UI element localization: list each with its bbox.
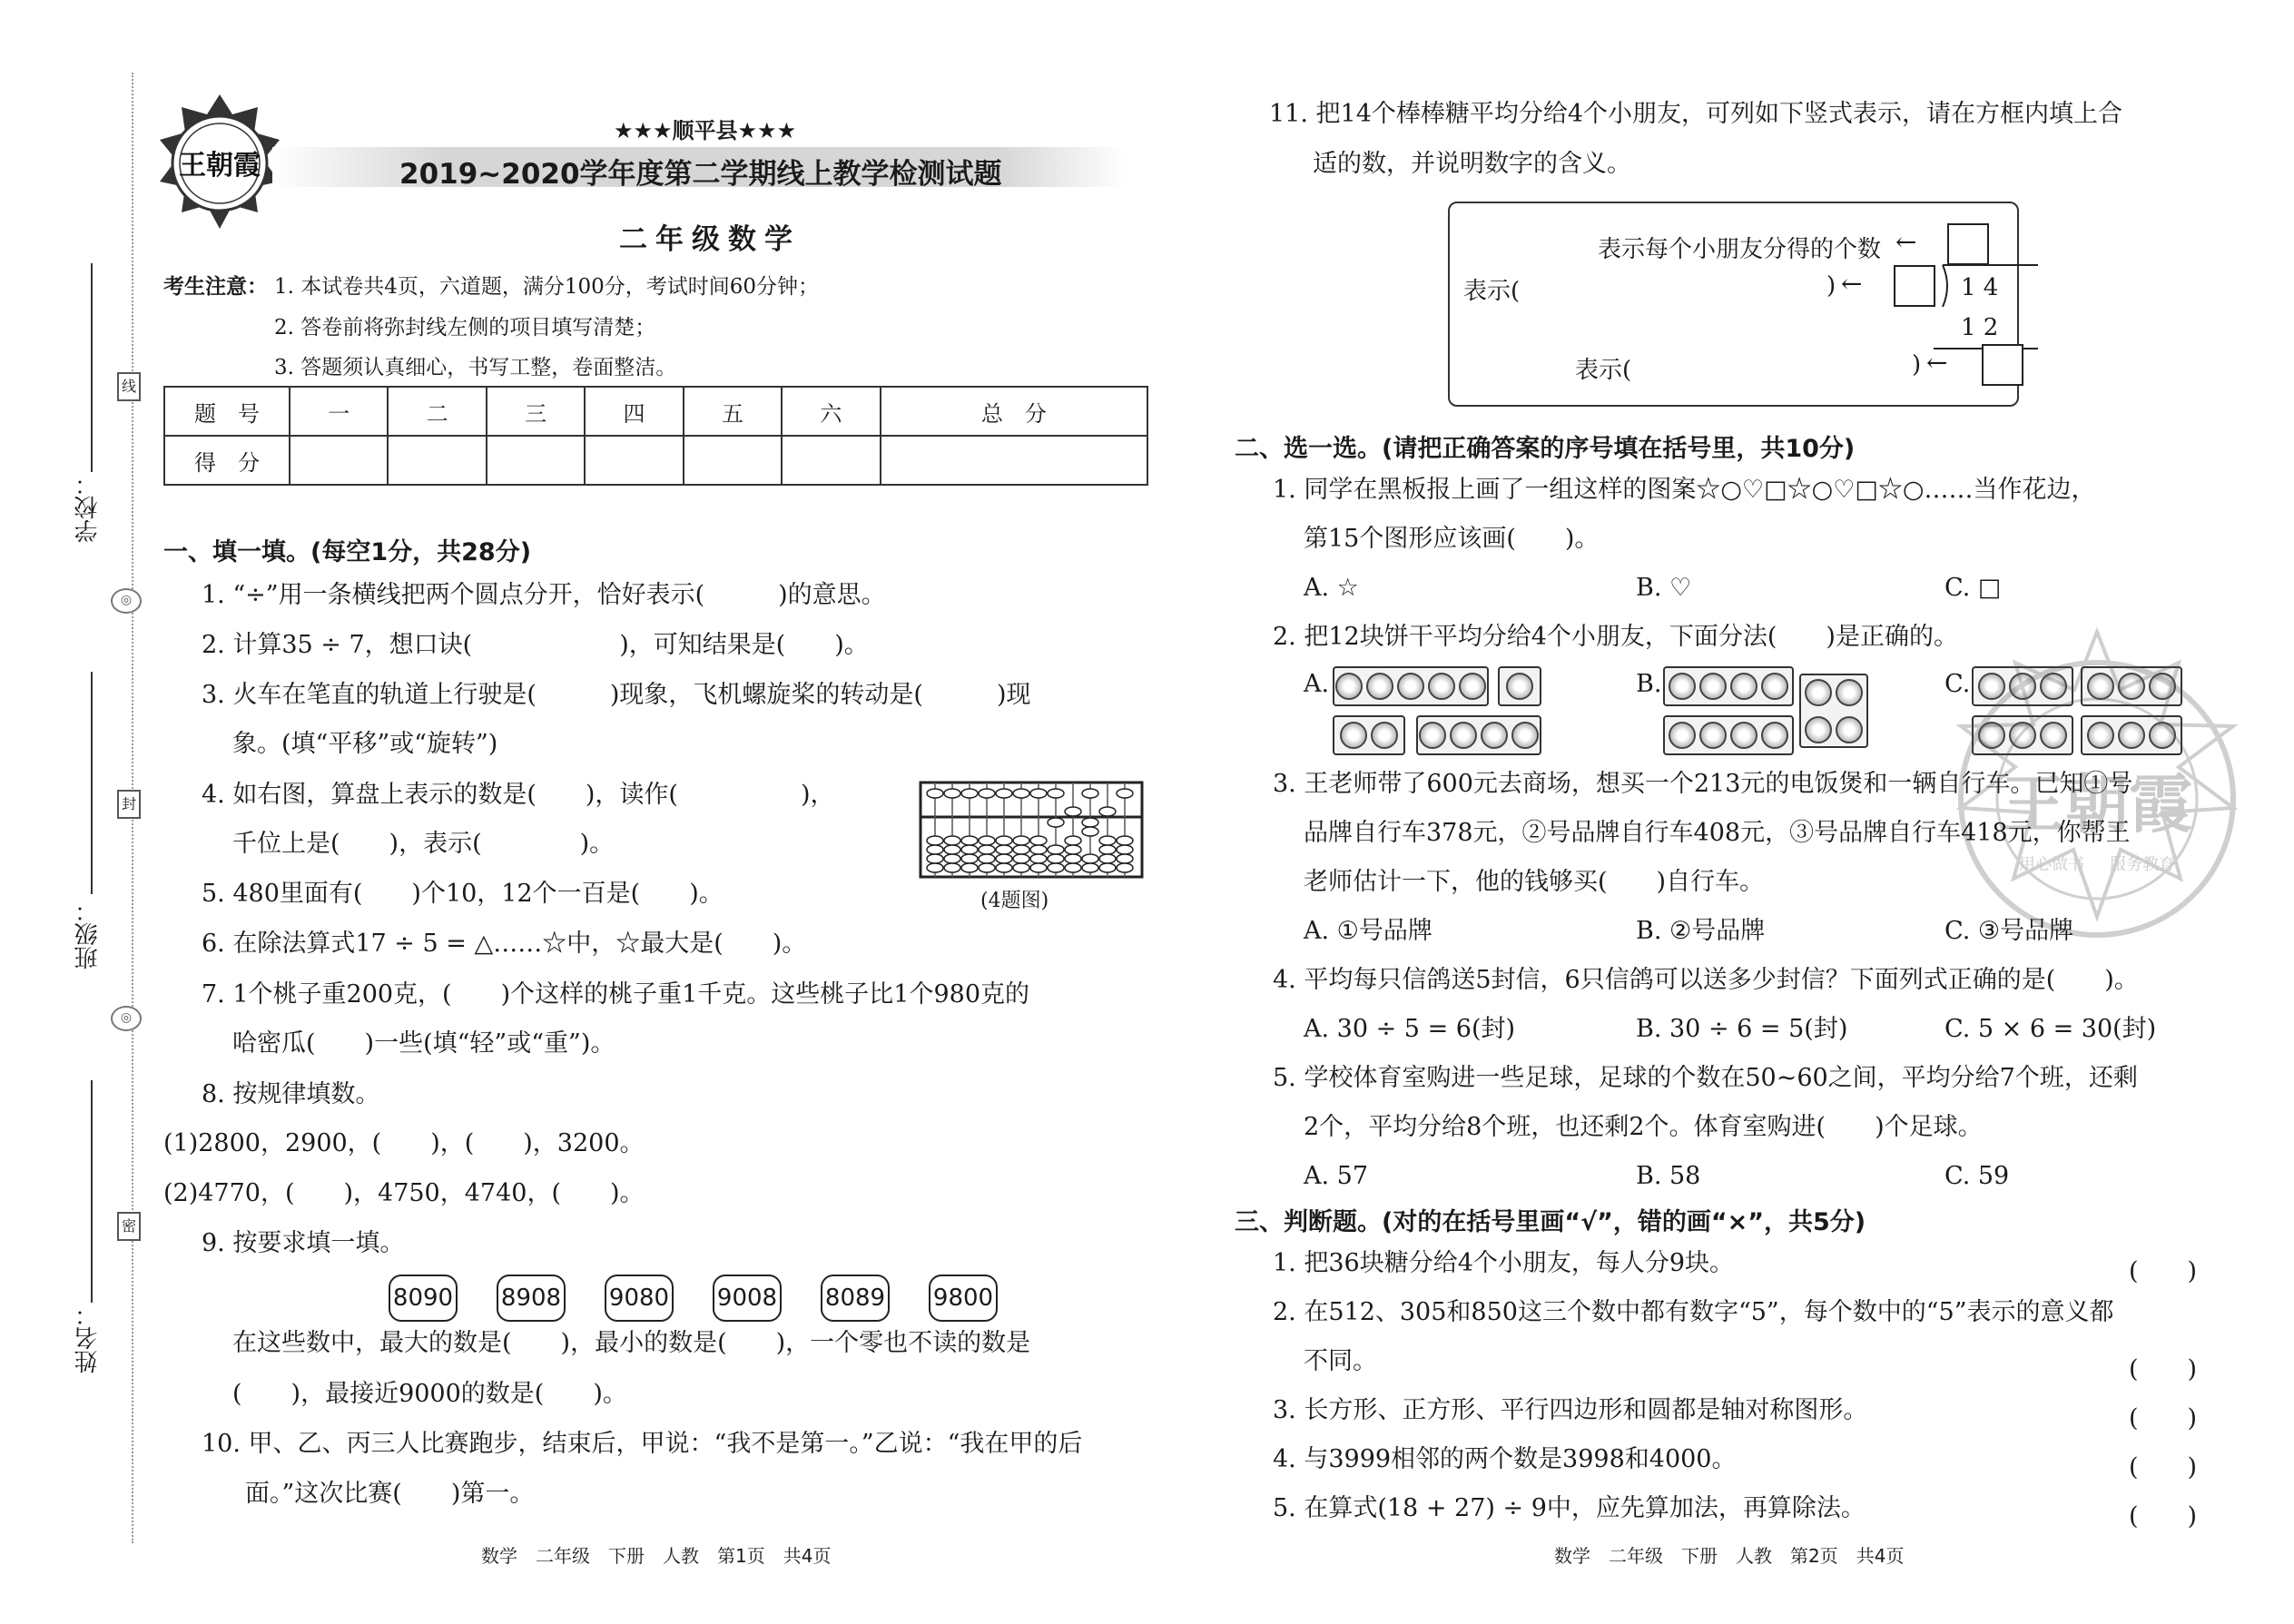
cookie-group (1663, 666, 1794, 706)
answer-paren[interactable]: ( ) (2129, 1502, 2198, 1530)
binding-char-tight: 密 (117, 1212, 141, 1241)
cookie-group (1333, 715, 1405, 755)
option-a[interactable]: A. 30 ÷ 5 = 6(封) (1304, 1015, 1516, 1043)
score-cell[interactable] (388, 436, 486, 485)
cookie-group (1663, 715, 1794, 755)
product-digits: 1 2 (1961, 314, 1999, 341)
score-cell[interactable] (487, 436, 585, 485)
question-line: 哈密瓜( )一些(填“轻”或“重”)。 (232, 1029, 615, 1058)
score-table (163, 386, 1148, 486)
footer-right: 数学 二年级 下册 人教 第2页 共4页 (1554, 1545, 1905, 1567)
question-line: 2个，平均分给8个班，也还剩2个。体育室购进( )个足球。 (1304, 1113, 1983, 1141)
svg-text:用心做书: 用心做书 (2019, 855, 2084, 874)
question-line: 9. 按要求填一填。 (202, 1229, 405, 1257)
section2-title: 二、选一选。(请把正确答案的序号填在括号里，共10分) (1235, 435, 1856, 463)
question-line: 千位上是( )，表示( )。 (232, 830, 615, 858)
answer-box[interactable] (1947, 223, 1989, 265)
question-line: 象。(填“平移”或“旋转”) (232, 730, 498, 758)
option-a[interactable]: A. 57 (1304, 1162, 1369, 1190)
score-cell[interactable] (782, 436, 880, 485)
division-label-top: 表示每个小朋友分得的个数 (1598, 236, 1882, 263)
svg-text:王朝霞: 王朝霞 (179, 150, 261, 182)
option-b[interactable]: B. ♡ (1636, 574, 1692, 602)
binding-char-seal: 封 (117, 790, 141, 819)
number-card: 9008 (713, 1275, 782, 1322)
question-line: 老师估计一下，他的钱够买( )自行车。 (1304, 868, 1765, 896)
score-header-cell: 二 (388, 387, 486, 436)
score-cell[interactable] (684, 436, 782, 485)
county-title: ★★★顺平县★★★ (614, 118, 797, 143)
score-header-cell: 一 (290, 387, 388, 436)
option-b[interactable]: B. (1636, 670, 1662, 698)
question-line: 3. 火车在笔直的轨道上行驶是( )现象，飞机螺旋桨的转动是( )现 (202, 681, 1031, 709)
question-line: 5. 在算式(18 + 27) ÷ 9中，应先算加法，再算除法。 (1273, 1494, 1866, 1522)
score-header-cell: 题 号 (164, 387, 290, 436)
question-line: 2. 把12块饼干平均分给4个小朋友，下面分法( )是正确的。 (1273, 623, 1958, 651)
question-line: 10. 甲、乙、丙三人比赛跑步，结束后，甲说：“我不是第一。”乙说：“我在甲的后 (202, 1430, 1083, 1458)
dividend-digits: 1 4 (1961, 274, 1999, 301)
score-cell[interactable] (290, 436, 388, 485)
number-card: 8908 (497, 1275, 566, 1322)
question-line: 品牌自行车378元，②号品牌自行车408元，③号品牌自行车418元，你帮王 (1304, 819, 2131, 847)
school-field[interactable] (91, 263, 93, 472)
answer-paren[interactable]: ( ) (2129, 1355, 2198, 1383)
notice-item: 2. 答卷前将弥封线左侧的项目填写清楚； (274, 316, 656, 340)
question-line: 1. 把36块糖分给4个小朋友，每人分9块。 (1273, 1249, 1735, 1277)
notice-label: 考生注意： (163, 275, 268, 299)
option-a[interactable]: A. ①号品牌 (1304, 917, 1433, 945)
answer-box[interactable] (1982, 344, 2023, 386)
arrow-left-icon: ← (1841, 269, 1863, 299)
question-line: (2)4770，( )，4750，4740，( )。 (163, 1179, 645, 1207)
name-label: 姓名： (74, 1303, 102, 1373)
binding-seal-icon: ◎ (111, 1006, 142, 1031)
answer-paren[interactable]: ( ) (2129, 1453, 2198, 1481)
question-line: 1. 同学在黑板报上画了一组这样的图案☆○♡□☆○♡□☆○……当作花边， (1273, 476, 2096, 504)
answer-paren[interactable]: ( ) (2129, 1257, 2198, 1285)
answer-paren[interactable]: ( ) (2129, 1404, 2198, 1432)
binding-char-line: 线 (117, 372, 141, 401)
number-card: 8089 (821, 1275, 890, 1322)
option-b[interactable]: B. ②号品牌 (1636, 917, 1766, 945)
score-header-cell: 五 (684, 387, 782, 436)
question-line: 11. 把14个棒棒糖平均分给4个小朋友，可列如下竖式表示，请在方框内填上合 (1269, 100, 2123, 128)
score-header-cell: 总 分 (881, 387, 1147, 436)
abacus-image (919, 781, 1146, 881)
question-line: 4. 平均每只信鸽送5封信，6只信鸽可以送多少封信？下面列式正确的是( )。 (1273, 966, 2139, 994)
option-a[interactable]: A. (1304, 670, 1330, 698)
division-label-bot: 表示( (1575, 357, 1632, 384)
binding-seal-icon: ◎ (111, 588, 142, 614)
score-header-cell: 三 (487, 387, 585, 436)
question-line: 第15个图形应该画( )。 (1304, 525, 1600, 553)
arrow-left-icon: ← (1926, 348, 1948, 378)
question-line: 面。”这次比赛( )第一。 (245, 1480, 535, 1508)
option-b[interactable]: B. 30 ÷ 6 = 5(封) (1636, 1015, 1848, 1043)
question-line: 2. 计算35 ÷ 7，想口诀( )，可知结果是( )。 (202, 631, 869, 659)
cookie-group (1416, 715, 1541, 755)
option-c[interactable]: C. 5 × 6 = 30(封) (1944, 1015, 2157, 1043)
question-line: 在这些数中，最大的数是( )，最小的数是( )，一个零也不读的数是 (232, 1329, 1031, 1357)
option-b[interactable]: B. 58 (1636, 1162, 1701, 1190)
section1-title: 一、填一填。(每空1分，共28分) (163, 538, 532, 566)
section3-title: 三、判断题。(对的在括号里画“√”，错的画“×”，共5分) (1235, 1208, 1866, 1236)
question-line: 6. 在除法算式17 ÷ 5 = △……☆中，☆最大是( )。 (202, 930, 807, 958)
question-line: 2. 在512、305和850这三个数中都有数字“5”，每个数中的“5”表示的意义都 (1273, 1298, 2114, 1326)
cookie-group (1333, 666, 1489, 706)
subject-title: 二年级数学 (619, 223, 801, 256)
arrow-left-icon: ← (1895, 227, 1917, 257)
question-line: 3. 王老师带了600元去商场，想买一个213元的电饭煲和一辆自行车。已知①号 (1273, 770, 2133, 798)
notice-item: 1. 本试卷共4页，六道题，满分100分，考试时间60分钟； (274, 275, 820, 299)
school-label: 学校： (74, 472, 102, 543)
option-c[interactable]: C. □ (1944, 574, 2002, 602)
question-line: 不同。 (1304, 1347, 1377, 1375)
svg-text:王朝霞: 王朝霞 (2002, 766, 2192, 842)
question-line: 3. 长方形、正方形、平行四边形和圆都是轴对称图形。 (1273, 1396, 1868, 1424)
number-card: 9080 (605, 1275, 674, 1322)
notice-item: 3. 答题须认真细心，书写工整，卷面整洁。 (274, 356, 677, 379)
division-label-mid-close: ) (1826, 272, 1836, 300)
cookie-group (1498, 666, 1541, 706)
answer-box[interactable] (1894, 265, 1935, 307)
division-label-bot-close: ) (1912, 351, 1922, 379)
number-card: 9800 (929, 1275, 998, 1322)
name-field[interactable] (91, 1080, 93, 1303)
footer-left: 数学 二年级 下册 人教 第1页 共4页 (481, 1545, 832, 1567)
svg-text:服务教育: 服务教育 (2110, 855, 2175, 874)
question-line: 4. 如右图，算盘上表示的数是( )，读作( )， (202, 781, 835, 809)
option-c[interactable]: C. (1944, 670, 1971, 698)
score-header-cell: 四 (585, 387, 683, 436)
option-a[interactable]: A. ☆ (1304, 574, 1359, 602)
exam-title: 2019~2020学年度第二学期线上教学检测试题 (399, 158, 1002, 191)
question-line: (1)2800，2900，( )，( )，3200。 (163, 1129, 645, 1157)
class-field[interactable] (91, 672, 93, 894)
number-card: 8090 (389, 1275, 458, 1322)
question-line: 8. 按规律填数。 (202, 1080, 380, 1108)
score-row-label: 得 分 (164, 436, 290, 485)
score-cell[interactable] (585, 436, 683, 485)
question-line: 7. 1个桃子重200克，( )个这样的桃子重1千克。这些桃子比1个980克的 (202, 980, 1030, 1009)
question-line: 适的数，并说明数字的含义。 (1313, 150, 1631, 178)
class-label: 班级： (74, 899, 102, 969)
question-line: ( )，最接近9000的数是( )。 (232, 1380, 627, 1408)
question-line: 4. 与3999相邻的两个数是3998和4000。 (1273, 1445, 1737, 1473)
question-line: 5. 480里面有( )个10，12个一百是( )。 (202, 880, 724, 908)
score-cell[interactable] (881, 436, 1147, 485)
division-label-mid: 表示( (1463, 278, 1521, 305)
score-header-cell: 六 (782, 387, 880, 436)
option-c[interactable]: C. 59 (1944, 1162, 2010, 1190)
option-c[interactable]: C. ③号品牌 (1944, 917, 2074, 945)
question-line: 5. 学校体育室购进一些足球，足球的个数在50~60之间，平均分给7个班，还剩 (1273, 1064, 2138, 1092)
question-line: 1. “÷”用一条横线把两个圆点分开，恰好表示( )的意思。 (202, 581, 886, 609)
cookie-group (1799, 674, 1868, 748)
abacus-caption: (4题图) (980, 890, 1049, 912)
